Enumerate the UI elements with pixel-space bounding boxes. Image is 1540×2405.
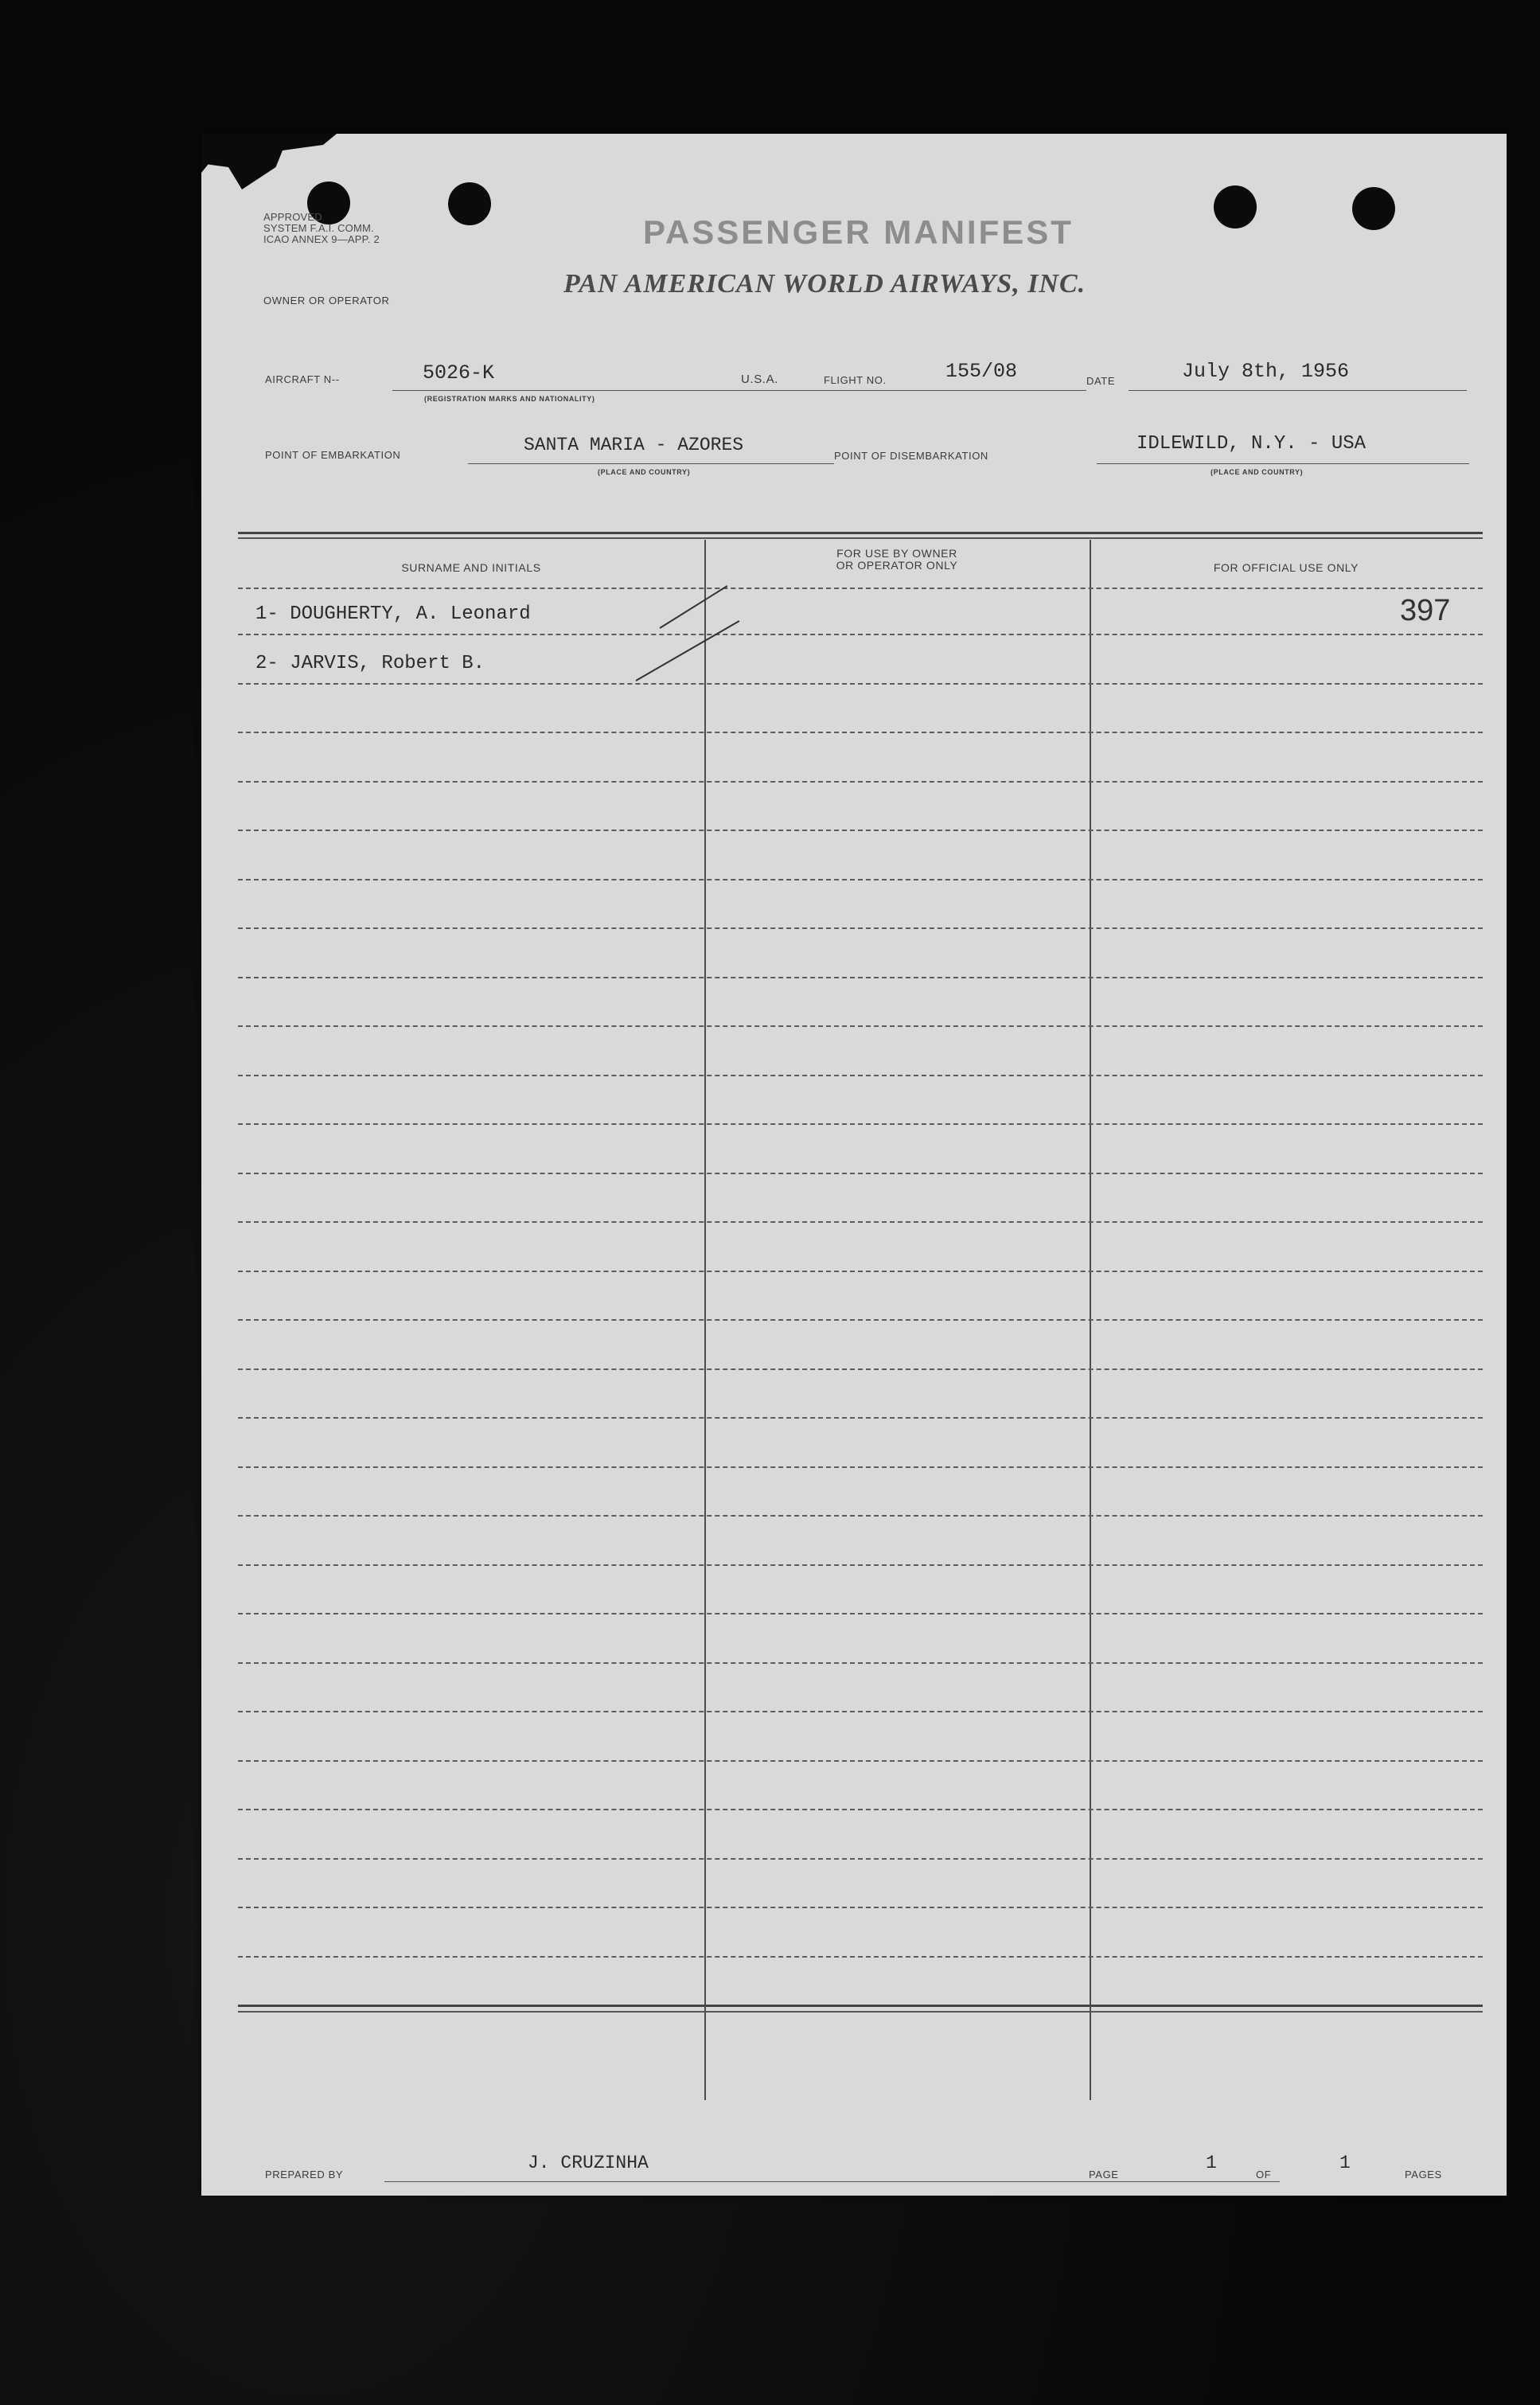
aircraft-label: AIRCRAFT N-- [265,373,340,385]
header-rule [238,588,1483,589]
row-rule [238,1417,1483,1419]
pages-label: PAGES [1405,2169,1442,2181]
torn-corner [201,134,337,189]
disembarkation-label: POINT OF DISEMBARKATION [834,450,988,462]
row-rule [238,830,1483,831]
disembarkation-line [1097,463,1469,464]
prepared-line [384,2181,1280,2182]
row-rule [238,1025,1483,1027]
embarkation-line [468,463,834,464]
date-value: July 8th, 1956 [1182,360,1350,383]
row-rule [238,1711,1483,1712]
row-rule [238,1613,1483,1614]
punch-hole [1352,187,1395,230]
row-rule [238,1319,1483,1321]
table-bottom-rule [238,2005,1483,2007]
disembarkation-value: IDLEWILD, N.Y. - USA [1136,433,1367,455]
punch-hole [1214,185,1257,228]
row-rule [238,977,1483,978]
flight-label: FLIGHT NO. [824,374,887,386]
row-rule [238,1956,1483,1958]
row-rule [238,1662,1483,1664]
col-owner-header: FOR USE BY OWNER OR OPERATOR ONLY [836,547,958,572]
date-label: DATE [1086,375,1116,387]
row-rule [238,1075,1483,1076]
aircraft-line [392,390,927,391]
prepared-label: PREPARED BY [265,2169,344,2181]
passenger-row-2-name: 2- JARVIS, Robert B. [255,653,485,674]
manifest-sheet [201,134,1507,2196]
registration-caption: (REGISTRATION MARKS AND NATIONALITY) [424,395,595,403]
owner-label: OWNER OR OPERATOR [263,295,390,306]
embarkation-caption: (PLACE AND COUNTRY) [598,468,691,476]
row-rule [238,1858,1483,1860]
row-rule [238,732,1483,733]
row-rule [238,683,1483,685]
passenger-row-1-official: 397 [1400,594,1451,627]
airline-name: PAN AMERICAN WORLD AIRWAYS, INC. [563,269,1086,299]
page-number: 1 [1206,2153,1217,2173]
row-rule [238,1515,1483,1517]
aircraft-value: 5026-K [423,361,495,385]
table-top-rule [238,537,1483,539]
embarkation-value: SANTA MARIA - AZORES [524,435,744,455]
row-rule [238,927,1483,929]
row-rule [238,1271,1483,1272]
row-rule [238,1809,1483,1810]
page-label: PAGE [1089,2169,1119,2181]
date-line [1129,390,1467,391]
passenger-table [238,532,1483,2108]
usa-label: U.S.A. [741,373,778,386]
row-rule [238,781,1483,783]
row-rule [238,1466,1483,1468]
row-rule [238,879,1483,880]
flight-line [910,390,1086,391]
approval-stamp: APPROVED SYSTEM F.A.I. COMM. ICAO ANNEX 9—APP. 2 [263,211,380,245]
row-rule [238,1368,1483,1370]
total-pages: 1 [1339,2153,1351,2173]
flight-value: 155/08 [945,360,1018,383]
row-rule [238,1564,1483,1566]
row-rule [238,1173,1483,1174]
table-top-rule [238,532,1483,534]
passenger-row-1-name: 1- DOUGHERTY, A. Leonard [255,603,531,625]
table-bottom-rule [238,2011,1483,2013]
of-label: OF [1256,2169,1272,2181]
row-rule [238,1221,1483,1223]
col-official-header: FOR OFFICIAL USE ONLY [1213,561,1359,574]
prepared-value: J. CRUZINHA [528,2153,649,2173]
row-rule [238,1123,1483,1125]
check-mark [636,620,740,681]
row-rule [238,634,1483,635]
page-title: PASSENGER MANIFEST [643,213,1074,251]
row-rule [238,1907,1483,1908]
disembarkation-caption: (PLACE AND COUNTRY) [1211,468,1304,476]
row-rule [238,1760,1483,1762]
embarkation-label: POINT OF EMBARKATION [265,449,401,461]
check-mark [659,585,727,629]
col-surname-header: SURNAME AND INITIALS [401,561,541,574]
